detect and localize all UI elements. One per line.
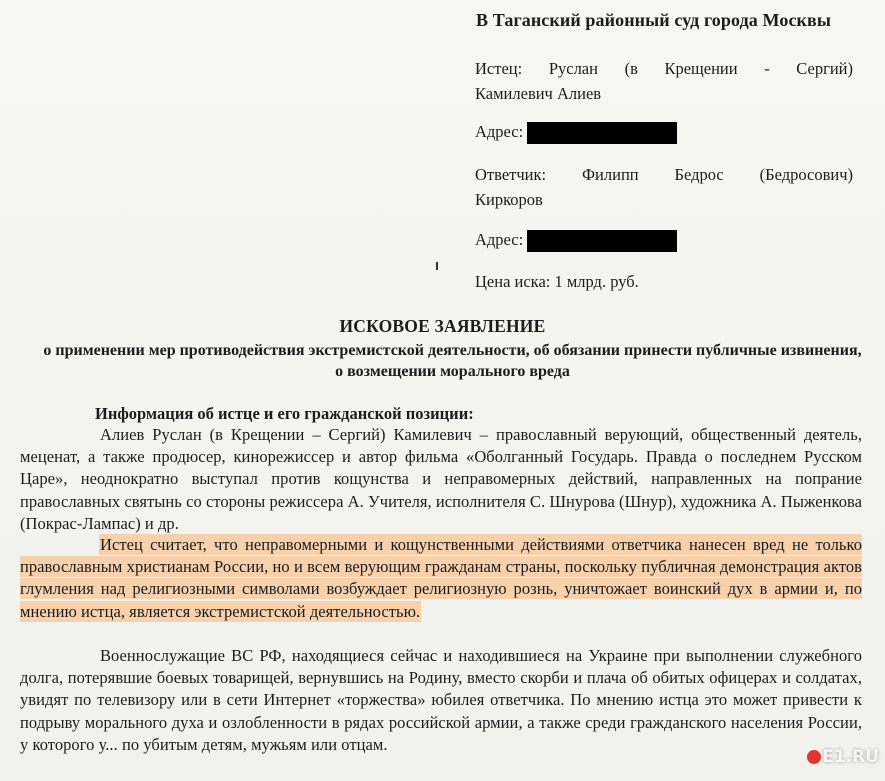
document-subtitle: о применении мер противодействия экстремистской деятельности, об обязании принести публичные извинения, о возмещении морального вреда bbox=[43, 342, 862, 380]
plaintiff-name-line1: Руслан (в Крещении - Сергий) bbox=[548, 59, 854, 78]
plaintiff-label: Истец: bbox=[475, 59, 523, 78]
defendant-label: Ответчик: bbox=[475, 165, 547, 184]
address-label: Адрес: bbox=[475, 230, 524, 249]
ink-mark bbox=[436, 262, 438, 270]
court-addressee: В Таганский районный суд города Москвы bbox=[476, 10, 831, 30]
plaintiff-name-line2: Камилевич Алиев bbox=[475, 84, 602, 103]
document-title: ИСКОВОЕ ЗАЯВЛЕНИЕ bbox=[339, 316, 546, 336]
claim-price: Цена иска: 1 млрд. руб. bbox=[475, 272, 639, 291]
watermark-dot-icon bbox=[807, 750, 821, 764]
redaction-bar bbox=[527, 122, 677, 144]
site-watermark: E1.RU bbox=[806, 747, 879, 767]
defendant-name-line2: Киркоров bbox=[475, 190, 543, 209]
redaction-bar bbox=[527, 230, 677, 252]
defendant-name-line1: Филипп Бедрос (Бедросович) bbox=[582, 165, 854, 184]
defendant-address bbox=[475, 227, 853, 252]
plaintiff-address bbox=[475, 119, 853, 144]
defendant-block bbox=[475, 162, 853, 212]
highlight: Истец считает, что неправомерными и кощунственными действиями ответчика нанесен вред не только православным христианам России, но и всем верующим гражданам страны, поскольку публичная демонстрация актов глумления над религиозными символами возбуждает религиозную рознь, уничтожает воинский дух в армии и, по мнению истца, является экстремистской деятельностью. bbox=[20, 535, 862, 621]
paragraph-plaintiff-info: Алиев Руслан (в Крещении – Сергий) Камилевич – православный верующий, общественный деятель, меценат, а также продюсер, кинорежиссер и автор фильма «Оболганный Государь. Правда о последнем Русском Царе», неоднократно выступал против кощунства и неправомерных действий, направленных на попрание православных святынь со стороны режиссера А. Учителя, исполнителя С. Шнурова (Шнур), художника А. Пыженкова (Покрас-Лампас) и др. bbox=[20, 425, 862, 533]
address-label: Адрес: bbox=[475, 122, 524, 141]
plaintiff-block bbox=[475, 56, 853, 106]
section-heading: Информация об истце и его гражданской позиции: bbox=[95, 404, 474, 423]
paragraph-highlighted bbox=[20, 534, 862, 623]
paragraph-servicemen: Военнослужащие ВС РФ, находящиеся сейчас и находившиеся на Украине при выполнении служебного долга, потерявшие боевых товарищей, вернувшись на Родину, вместо скорби и плача об обитых офицерах и солдатах, увидят по телевизору или в сети Интернет «торжества» юбилея ответчика. По мнению истца это может привести к подрыву морального духа и озлобленности в рядах российской армии, а также среди гражданского населения России, у которого у... по убитым детям, мужьям или отцам. bbox=[20, 646, 862, 754]
